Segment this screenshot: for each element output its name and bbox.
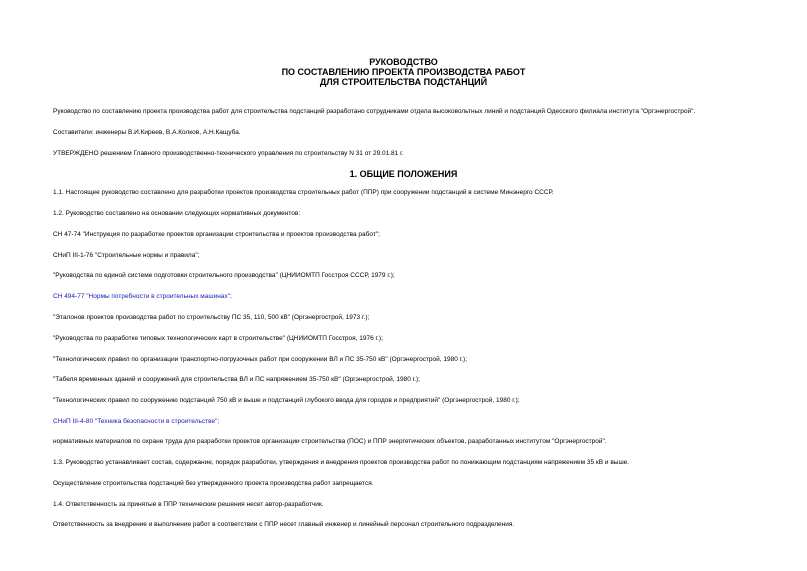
- normative-doc-750kv-rules-1980: "Технологических правил по сооружению подстанций 750 кВ и выше и подстанций глубокого ввода для городов и предприятий" (Оргэнергострой, 1980 г.);: [53, 397, 520, 404]
- normative-doc-snip-iii-4-80-link[interactable]: СНиП III-4-80 "Техника безопасности в строительстве";: [53, 418, 220, 425]
- normative-doc-sn-47-74: СН 47-74 "Инструкция по разработке проектов организации строительства и проектов производства работ";: [53, 231, 380, 238]
- intro-approval: УТВЕРЖДЕНО решением Главного производственно-технического управления по строительству N 31 от 29.01.81 г.: [53, 150, 404, 157]
- doc-title-line-1: РУКОВОДСТВО: [369, 57, 438, 67]
- paragraph-1-3: 1.3. Руководство устанавливает состав, содержание, порядок разработки, утверждения и внедрения проектов производства работ по понижающим подстанциям напряжением 35 кВ и выше.: [53, 459, 630, 466]
- normative-doc-labor-safety: нормативных материалов по охране труда для разработки проектов организации строительства (ПОС) и ППР энергетических объектов, разработанных институтом "Оргэнергострой".: [53, 438, 607, 445]
- paragraph-1-4: 1.4. Ответственность за принятые в ППР технические решения несет автор-разработчик.: [53, 501, 324, 508]
- intro-developers: Руководство по составлению проекта производства работ для строительства подстанций разработано сотрудниками отдела высоковольтных линий и подстанций Одесского филиала института "Оргэнергострой".: [53, 108, 696, 115]
- section-heading: 1. ОБЩИЕ ПОЛОЖЕНИЯ: [349, 169, 458, 179]
- normative-doc-sn-494-77-link[interactable]: СН 494-77 "Нормы потребности в строительных машинах";: [53, 293, 232, 300]
- normative-doc-transport-rules-1980: "Технологических правил по организации транспортно-погрузочных работ при сооружении ВЛ и ПС 35-750 кВ" (Оргэнергострой, 1980 г.);: [53, 356, 467, 363]
- normative-doc-cniiomtp-1979: "Руководства по единой системе подготовки строительного производства" (ЦНИИОМТП Госстроя СССР, 1979 г.);: [53, 272, 395, 279]
- paragraph-prohibition: Осуществление строительства подстанций без утвержденного проекта производства работ запрещается.: [53, 480, 374, 487]
- normative-doc-etalon-1973: "Эталонов проектов производства работ по строительству ПС 35, 110, 500 кВ" (Оргэнергострой, 1973 г.);: [53, 314, 370, 321]
- normative-doc-snip-iii-1-76: СНиП III-1-76 "Строительные нормы и правила";: [53, 252, 200, 259]
- doc-title-line-3: ДЛЯ СТРОИТЕЛЬСТВА ПОДСТАНЦИЙ: [319, 77, 488, 87]
- doc-title-line-2: ПО СОСТАВЛЕНИЮ ПРОЕКТА ПРОИЗВОДСТВА РАБОТ: [281, 67, 526, 77]
- paragraph-1-2: 1.2. Руководство составлено на основании следующих нормативных документов:: [53, 210, 301, 217]
- paragraph-1-1: 1.1. Настоящее руководство составлено для разработки проектов производства строительных работ (ППР) при сооружении подстанций в системе Минэнерго СССР.: [53, 189, 554, 196]
- paragraph-responsibility: Ответственность за внедрение и выполнение работ в соответствии с ППР несет главный инженер и линейный персонал строительного подразделения.: [53, 521, 515, 528]
- normative-doc-typical-cards-1976: "Руководства по разработке типовых технологических карт в строительстве" (ЦНИИОМТП Госстроя, 1976 г.);: [53, 335, 383, 342]
- intro-authors: Составители: инженеры В.И.Киреев, В.А.Колков, А.Н.Кащуба.: [53, 129, 241, 136]
- normative-doc-temporary-buildings-1980: "Табеля временных зданий и сооружений для строительства ВЛ и ПС напряжением 35-750 кВ" (Оргэнергострой, 1980 г.);: [53, 376, 420, 383]
